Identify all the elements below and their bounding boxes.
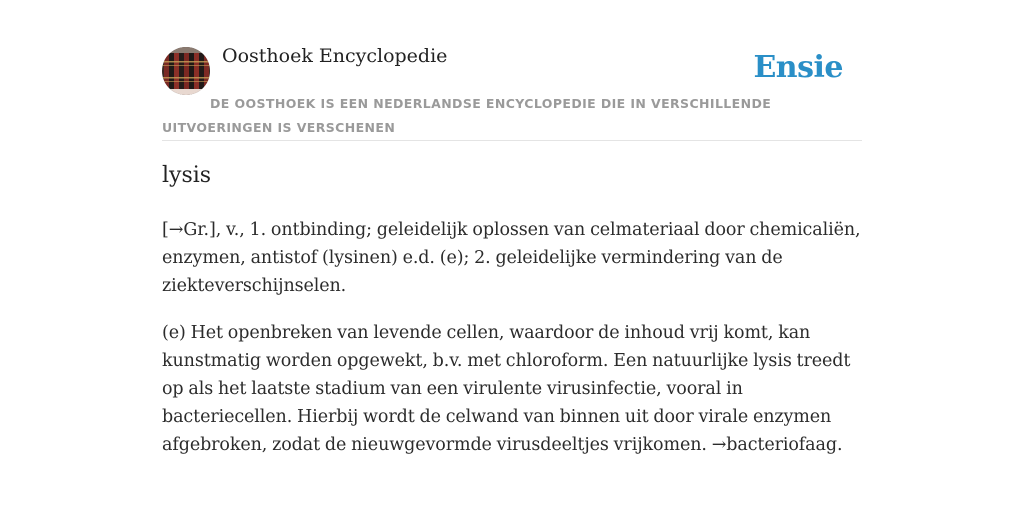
- bracket-open: [: [162, 220, 169, 240]
- definition-text: Gr.], v., 1. ontbinding; geleidelijk oplossen van celmateriaal door chemicaliën, enzymen, antistof (lysinen) e.d. (e); 2. geleidelijke vermindering van de ziekteverschijnselen.: [162, 220, 861, 296]
- entry-title: lysis: [162, 163, 212, 188]
- reference-arrow[interactable]: →: [168, 220, 184, 240]
- source-title[interactable]: Oosthoek Encyclopedie: [222, 45, 448, 67]
- source-header: [162, 44, 862, 141]
- ensie-logo[interactable]: Ensie: [753, 50, 843, 85]
- explanation-paragraph: [162, 319, 867, 459]
- definition-paragraph: [162, 216, 867, 300]
- source-avatar[interactable]: [162, 47, 210, 95]
- source-tagline: DE OOSTHOEK IS EEN NEDERLANDSE ENCYCLOPEDIE DIE IN VERSCHILLENDE UITVOERINGEN IS VERSCHENEN: [162, 96, 772, 135]
- entry-body: [162, 216, 867, 478]
- bookshelf-icon: [162, 47, 210, 95]
- explanation-text: (e) Het openbreken van levende cellen, waardoor de inhoud vrij komt, kan kunstmatig worden opgewekt, b.v. met chloroform. Een natuurlijke lysis treedt op als het laatste stadium van een virulente virusinfectie, vooral in bacteriecellen. Hierbij wordt de celwand van binnen uit door virale enzymen afgebroken, zodat de nieuwgevormde virusdeeltjes vrijkomen.: [162, 323, 851, 455]
- bacteriofaag-link[interactable]: →bacteriofaag.: [711, 435, 843, 455]
